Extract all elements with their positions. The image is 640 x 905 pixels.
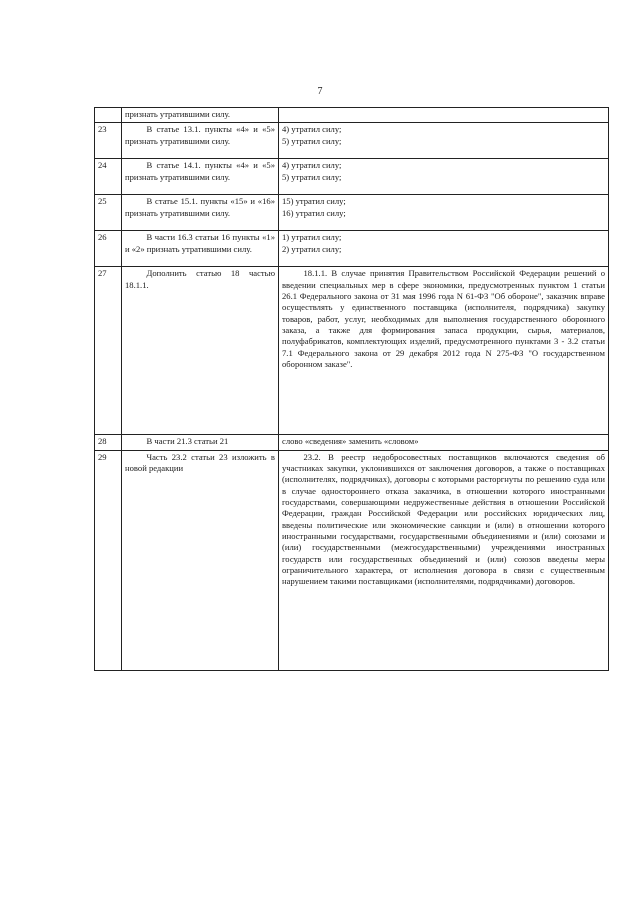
row-number: 27 <box>95 267 122 435</box>
table-row <box>95 435 609 450</box>
page-number: 7 <box>317 86 323 97</box>
amendment-text <box>279 123 609 159</box>
row-number: 29 <box>95 450 122 670</box>
amendment-text <box>279 231 609 267</box>
amendment-line: слово «сведения» заменить «словом» <box>282 436 419 447</box>
amendment-location: Часть 23.2 статьи 23 изложить в новой редакции <box>122 450 279 670</box>
amendment-line: 2) утратил силу; <box>282 243 342 254</box>
row-number <box>95 108 122 123</box>
amendment-line: 15) утратил силу; <box>282 196 346 207</box>
amendment-text <box>279 435 609 450</box>
amendment-location: В части 21.3 статьи 21 <box>122 435 279 450</box>
table-row <box>95 231 609 267</box>
amendment-text <box>279 267 609 435</box>
table-row <box>95 159 609 195</box>
amendment-line: 5) утратил силу; <box>282 135 342 146</box>
amendment-location: В статье 13.1. пункты «4» и «5» признать утратившими силу. <box>122 123 279 159</box>
amendment-text <box>279 195 609 231</box>
table-row <box>95 450 609 670</box>
table-row <box>95 108 609 123</box>
amendment-location: Дополнить статью 18 частью 18.1.1. <box>122 267 279 435</box>
row-number: 23 <box>95 123 122 159</box>
amendment-text <box>279 450 609 670</box>
amendment-text <box>279 108 609 123</box>
amendment-paragraph: 23.2. В реестр недобросовестных поставщиков включаются сведения об участниках закупки, уклонившихся от заключения договоров, а также о поставщиках (исполнителях, подрядчиках), договоры с которыми расторгнуты по решению суда или в случае одностороннего отказа заказчика, в отношении которого иностранными государствами, совершающими недружественные действия в отношении Российской Федерации, граждан Российской Федерации или российских юридических лиц, введены политические или экономические санкции и (или) в отношении которого иностранными государствами, государственными объединениями и (или) союзами и (или) государственными (межгосударственными) учреждениями иностранных государств или государственных объединений и (или) союзов введены меры ограничительного характера, от исполнения договора в связи с существенным нарушением такими поставщиками (исполнителями, подрядчиками) договоров. <box>282 451 605 587</box>
row-number: 28 <box>95 435 122 450</box>
amendment-line: 1) утратил силу; <box>282 232 342 243</box>
amendments-table <box>94 107 609 671</box>
amendment-paragraph: 18.1.1. В случае принятия Правительством Российской Федерации решений о введении специальных мер в сфере экономики, предусмотренных пунктом 1 статьи 26.1 Федерального закона от 31 мая 1996 года N 61-ФЗ "Об обороне", заказчик вправе осуществлять у единственного поставщика (исполнителя, подрядчика) закупку товаров, работ, услуг, необходимых для выполнения государственного оборонного заказа, а также для формирования запаса продукции, сырья, материалов, полуфабрикатов, комплектующих изделий, предусмотренного пунктами 3 - 3.2 статьи 7.1 Федерального закона от 29 декабря 2012 года N 275-ФЗ "О государственном оборонном заказе". <box>282 268 605 370</box>
amendment-location: В статье 14.1. пункты «4» и «5» признать утратившими силу. <box>122 159 279 195</box>
amendment-line: 4) утратил силу; <box>282 124 342 135</box>
row-number: 25 <box>95 195 122 231</box>
table-row <box>95 195 609 231</box>
amendment-location: признать утратившими силу. <box>122 108 279 123</box>
table-row <box>95 267 609 435</box>
row-number: 24 <box>95 159 122 195</box>
amendment-text <box>279 159 609 195</box>
amendment-line: 16) утратил силу; <box>282 207 346 218</box>
table-row <box>95 123 609 159</box>
amendment-location: В статье 15.1. пункты «15» и «16» признать утратившими силу. <box>122 195 279 231</box>
amendment-line: 5) утратил силу; <box>282 171 342 182</box>
row-number: 26 <box>95 231 122 267</box>
amendment-location: В части 16.3 статьи 16 пункты «1» и «2» признать утратившими силу. <box>122 231 279 267</box>
amendment-line: 4) утратил силу; <box>282 160 342 171</box>
